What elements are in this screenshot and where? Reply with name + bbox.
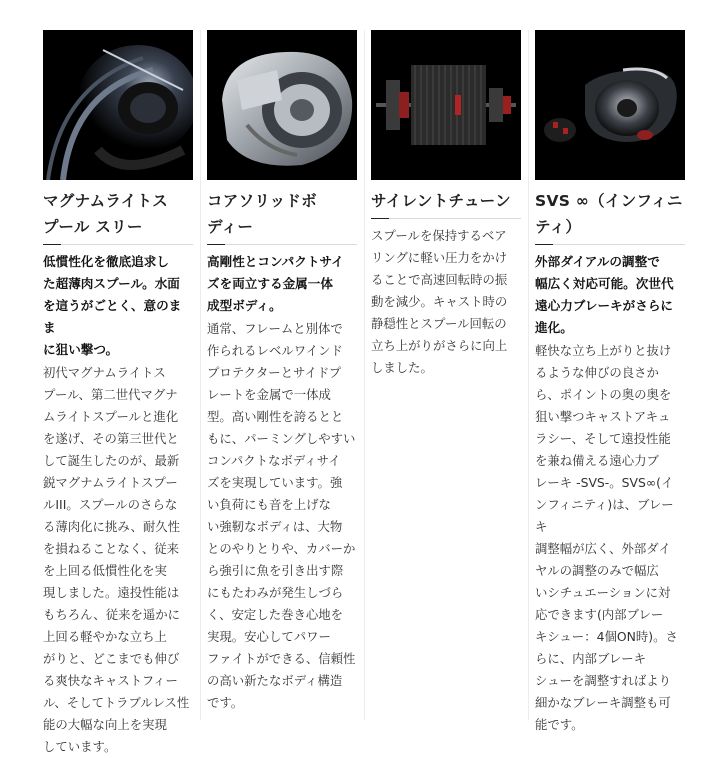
feature-column-magnum-spool bbox=[43, 30, 193, 758]
title-divider bbox=[43, 244, 193, 245]
column-separator bbox=[528, 30, 529, 720]
feature-title: SVS ∞（インフィニ ティ） bbox=[535, 192, 683, 236]
feature-title: コアソリッドボ ディー bbox=[207, 192, 317, 236]
body-frame-photo bbox=[207, 30, 357, 180]
feature-lead: 低慣性化を徹底追求し た超薄肉スプール。水面 を這うがごとく、意のまま に狙い撃つ。 bbox=[43, 254, 182, 357]
column-separator bbox=[364, 30, 365, 720]
title-divider bbox=[207, 244, 357, 245]
feature-lead: 外部ダイアルの調整で 幅広く対応可能。次世代 遠心力ブレーキがさらに 進化。 bbox=[535, 254, 674, 335]
feature-column-svs-infinity bbox=[535, 30, 685, 736]
column-separator bbox=[200, 30, 201, 720]
title-divider bbox=[535, 244, 685, 245]
feature-title: サイレントチューン bbox=[371, 192, 511, 210]
feature-lead: 高剛性とコンパクトサイ ズを両立する金属一体 成型ボディ。 bbox=[207, 254, 344, 313]
spool-photo bbox=[43, 30, 193, 180]
brake-photo bbox=[535, 30, 685, 180]
title-divider bbox=[371, 218, 521, 219]
feature-column-silent-tune bbox=[371, 30, 521, 379]
spool-bearing-photo bbox=[371, 30, 521, 180]
feature-title: マグナムライトス プール スリー bbox=[43, 192, 169, 236]
feature-column-core-solid-body bbox=[207, 30, 357, 714]
feature-body: 初代マグナムライトス プール、第二世代マグナ ムライトスプールと進化 を遂げ、その第三世代と して誕生したのが、最新 鋭マグナムライトスプー ルIII。スプールのさらな る薄肉化に挑み、耐久性 を損ねることなく、従来 を上回る低慣性化を実 現しました。遠投性能は もちろん、従来を遥かに 上回る軽やかな立ち上 がりと、どこまでも伸び る爽快なキャストフィー ル、そしてトラブルレス性 能の大幅な向上を実現 しています。 bbox=[43, 365, 190, 754]
feature-body: 通常、フレームと別体で 作られるレベルワインド プロテクターとサイドプ レートを金属で一体成 型。高い剛性を誇るとと もに、パーミングしやすい コンパクトなボディサイ ズを実現しています。強 い負荷にも音を上げな い強靭なボディは、大物 とのやりとりや、カバーか ら強引に魚を引き出す際 にもたわみが発生しづら く、安定した巻き心地を 実現。安心してパワー ファイトができる、信頼性 の高い新たなボディ構造 です。 bbox=[207, 321, 356, 710]
feature-body: 軽快な立ち上がりと抜け るような伸びの良さか ら、ポイントの奥の奥を 狙い撃つキャストアキュ ラシー、そして遠投性能 を兼ね備える遠心力ブ レーキ -SVS-。SVS∞(イ ンフィニティ)は、ブレーキ 調整幅が広く、外部ダイ ヤルの調整のみで幅広 いシチュエーションに対 応できます(内部ブレー キシュー：4個ON時)。さ らに、内部ブレーキ シューを調整すればより 細かなブレーキ調整も可 能です。 bbox=[535, 343, 678, 732]
feature-body: スプールを保持するベア リングに軽い圧力をかけ ることで高速回転時の振 動を減少。キャスト時の 静穏性とスプール回転の 立ち上がりがさらに向上 しました。 bbox=[371, 228, 508, 375]
